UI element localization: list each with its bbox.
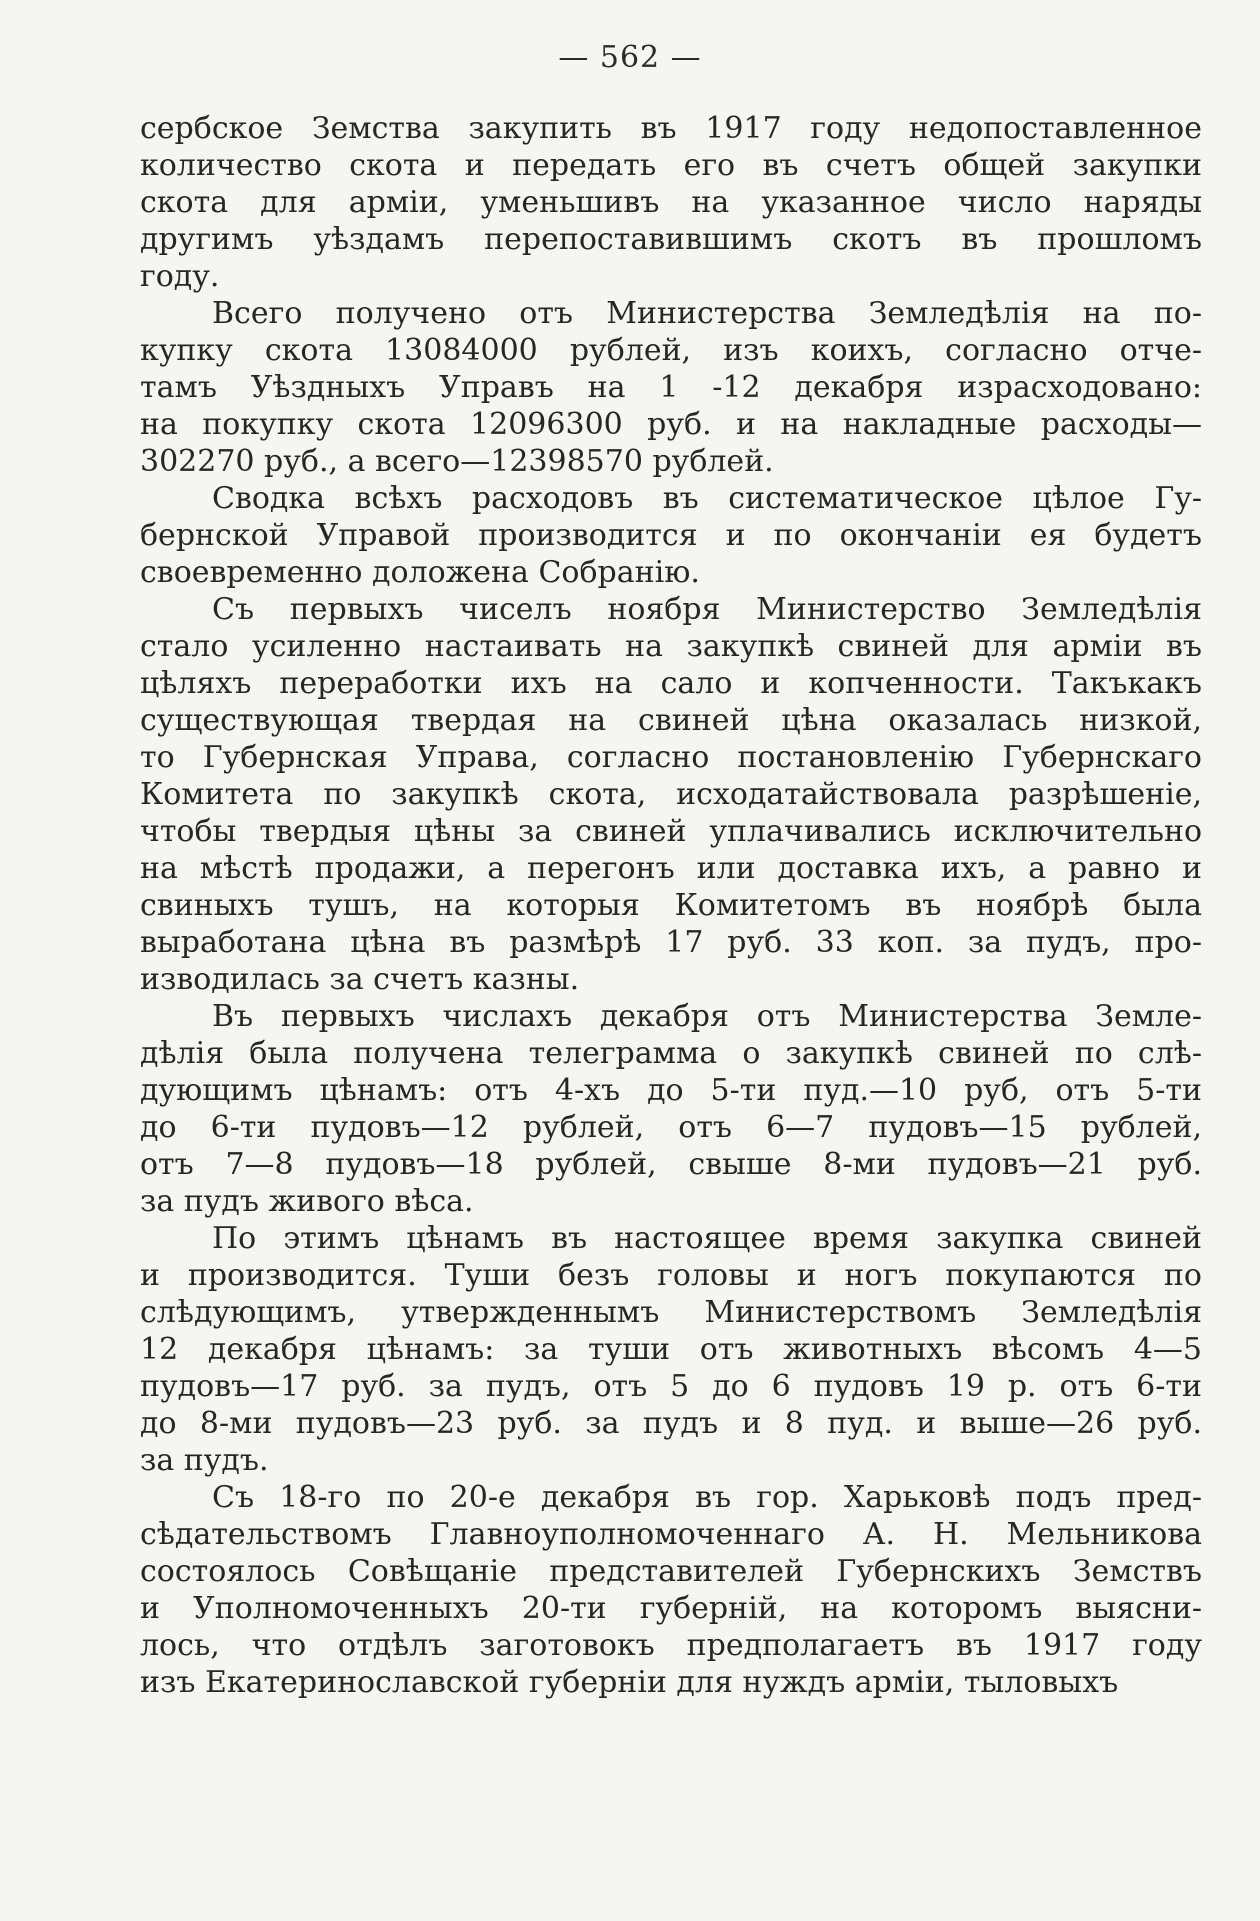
text-line: за пудъ. [140,1443,269,1478]
text-line: отъ 7—8 пудовъ—18 рублей, свыше 8-ми пудовъ—21 руб. [140,1147,1202,1182]
text-line: 12 декабря цѣнамъ: за туши отъ животныхъ вѣсомъ 4—5 [140,1332,1202,1367]
text-line: до 6-ти пудовъ—12 рублей, отъ 6—7 пудовъ—15 рублей, [140,1110,1202,1145]
text-line: свиныхъ тушъ, на которыя Комитетомъ въ ноябрѣ была [140,888,1202,923]
text-line: лось, что отдѣлъ заготовокъ предполагаетъ въ 1917 году [140,1628,1202,1663]
text-line: на мѣстѣ продажи, а перегонъ или доставка ихъ, а равно и [140,851,1202,886]
body-text [140,110,1202,1701]
text-line: выработана цѣна въ размѣрѣ 17 руб. 33 коп. за пудъ, про- [140,925,1202,960]
text-line: до 8-ми пудовъ—23 руб. за пудъ и 8 пуд. и выше—26 руб. [140,1406,1202,1441]
text-line: купку скота 13084000 рублей, изъ коихъ, согласно отче- [140,333,1202,368]
text-line: Комитета по закупкѣ скота, исходатайствовала разрѣшеніе, [140,777,1202,812]
text-line: другимъ уѣздамъ перепоставившимъ скотъ въ прошломъ [140,222,1202,257]
text-line: году. [140,259,220,294]
text-line: Сводка всѣхъ расходовъ въ систематическое цѣлое Гу- [212,481,1202,516]
text-line: за пудъ живого вѣса. [140,1184,474,1219]
text-line: стало усиленно настаивать на закупкѣ свиней для армiи въ [140,629,1202,664]
text-line: Всего получено отъ Министерства Земледѣлія на по- [212,296,1202,331]
text-line: Съ 18-го по 20-е декабря въ гор. Харьковѣ подъ пред- [212,1480,1202,1515]
text-line: 302270 руб., а всего—12398570 рублей. [140,444,774,479]
text-line: скота для армiи, уменьшивъ на указанное число наряды [140,185,1202,220]
text-line: существующая твердая на свиней цѣна оказалась низкой, [140,703,1202,738]
text-line: По этимъ цѣнамъ въ настоящее время закупка свиней [212,1221,1202,1256]
paragraph [140,110,1202,295]
text-line: слѣдующимъ, утвержденнымъ Министерствомъ Земледѣлія [140,1295,1202,1330]
text-line: пудовъ—17 руб. за пудъ, отъ 5 до 6 пудовъ 19 р. отъ 6-ти [140,1369,1202,1404]
text-line: то Губернская Управа, согласно постановленію Губернскаго [140,740,1202,775]
text-line: Съ первыхъ чиселъ ноября Министерство Земледѣлія [212,592,1202,627]
text-line: Въ первыхъ числахъ декабря отъ Министерства Земле- [212,999,1202,1034]
paragraph [140,480,1202,591]
text-line: тамъ Уѣздныхъ Управъ на 1 -12 декабря израсходовано: [140,370,1202,405]
text-line: изводилась за счетъ казны. [140,962,580,997]
text-line: дѣлія была получена телеграмма о закупкѣ свиней по слѣ- [140,1036,1202,1071]
page-number: — 562 — [558,40,702,75]
paragraph [140,295,1202,480]
text-line: количество скота и передать его въ счетъ общей закупки [140,148,1202,183]
text-line: и производится. Туши безъ головы и ногъ покупаются по [140,1258,1202,1293]
text-line: чтобы твердыя цѣны за свиней уплачивались исключительно [140,814,1202,849]
text-line: своевременно доложена Собранію. [140,555,700,590]
text-line: изъ Екатеринославской губерніи для нуждъ армiи, тыловыхъ [140,1665,1119,1700]
text-line: дующимъ цѣнамъ: отъ 4-хъ до 5-ти пуд.—10 руб, отъ 5-ти [140,1073,1202,1108]
text-line: сѣдательствомъ Главноуполномоченнаго А. Н. Мельникова [140,1517,1202,1552]
paragraph [140,998,1202,1220]
text-line: бернской Управой производится и по окончанiи ея будетъ [140,518,1202,553]
paragraph [140,1220,1202,1479]
text-line: и Уполномоченныхъ 20-ти губерній, на которомъ выясни- [140,1591,1202,1626]
text-line: сербское Земства закупить въ 1917 году недопоставленное [140,111,1202,146]
paragraph [140,1479,1202,1701]
text-line: на покупку скота 12096300 руб. и на накладные расходы— [140,407,1202,442]
paragraph [140,591,1202,998]
text-line: состоялось Совѣщаніе представителей Губернскихъ Земствъ [140,1554,1202,1589]
text-line: цѣляхъ переработки ихъ на сало и копченности. Такъкакъ [140,666,1202,701]
